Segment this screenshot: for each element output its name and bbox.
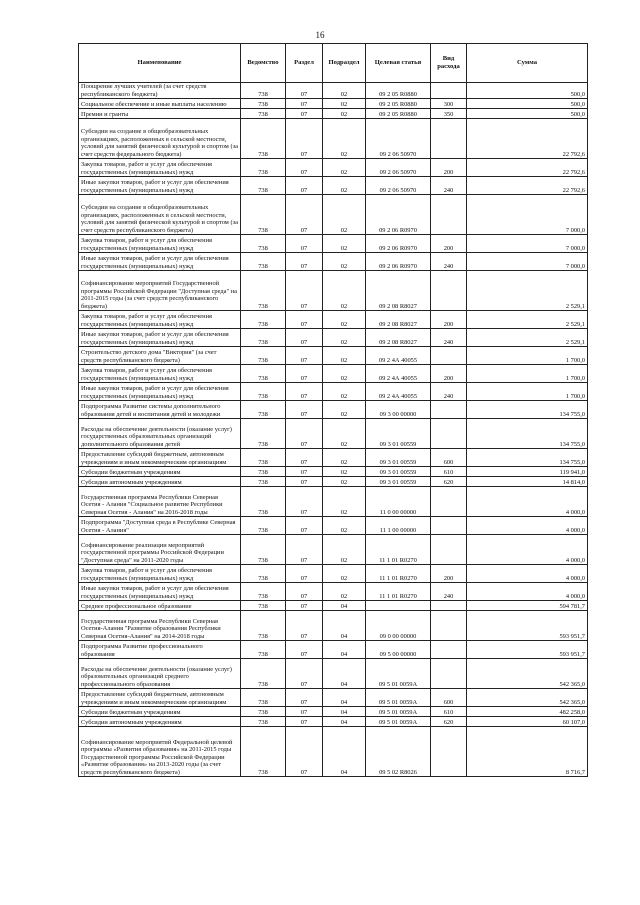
table-row (79, 311, 588, 329)
cell-target-item (366, 601, 431, 611)
cell-subsection: 02 (323, 583, 366, 601)
cell-sum: 119 941,0 (467, 467, 588, 477)
cell-sum: 22 792,6 (467, 159, 588, 177)
cell-subsection: 02 (323, 119, 366, 159)
cell-target-item: 09 5 01 0059А (366, 707, 431, 717)
cell-subsection: 02 (323, 177, 366, 195)
cell-subsection: 02 (323, 253, 366, 271)
cell-subsection: 02 (323, 565, 366, 583)
cell-expense-type: 350 (431, 109, 467, 119)
header-target-item: Целевая статья (366, 44, 431, 83)
table-row (79, 689, 588, 707)
table-row (79, 477, 588, 487)
cell-target-item: 11 1 01 R0270 (366, 565, 431, 583)
cell-subsection: 02 (323, 383, 366, 401)
cell-sum: 4 000,0 (467, 517, 588, 535)
cell-target-item: 09 2 06 50970 (366, 159, 431, 177)
cell-sum: 500,0 (467, 109, 588, 119)
cell-target-item: 09 5 00 00000 (366, 641, 431, 659)
cell-subsection: 02 (323, 83, 366, 99)
cell-dept: 738 (241, 119, 286, 159)
cell-dept: 738 (241, 419, 286, 449)
table-row (79, 329, 588, 347)
cell-dept: 738 (241, 401, 286, 419)
cell-subsection: 04 (323, 659, 366, 689)
cell-dept: 738 (241, 99, 286, 109)
cell-target-item: 09 2 06 R0970 (366, 253, 431, 271)
table-row (79, 195, 588, 235)
cell-section: 07 (286, 659, 323, 689)
cell-name: Закупка товаров, работ и услуг для обеспечения государственных (муниципальных) нужд (79, 235, 241, 253)
cell-section: 07 (286, 347, 323, 365)
cell-target-item: 09 2 05 R0880 (366, 109, 431, 119)
cell-target-item: 09 3 01 00559 (366, 477, 431, 487)
cell-subsection: 02 (323, 347, 366, 365)
cell-dept: 738 (241, 109, 286, 119)
cell-section: 07 (286, 467, 323, 477)
cell-name: Социальное обеспечение и иные выплаты населению (79, 99, 241, 109)
cell-target-item: 11 1 00 00000 (366, 517, 431, 535)
header-sum: Сумма (467, 44, 588, 83)
cell-name: Поощрение лучших учителей (за счет средств республиканского бюджета) (79, 83, 241, 99)
cell-section: 07 (286, 535, 323, 565)
table-row (79, 565, 588, 583)
cell-expense-type: 600 (431, 449, 467, 467)
cell-target-item: 09 2 06 50970 (366, 177, 431, 195)
cell-expense-type (431, 401, 467, 419)
cell-section: 07 (286, 365, 323, 383)
cell-target-item: 09 5 01 0059А (366, 689, 431, 707)
cell-sum: 1 700,0 (467, 383, 588, 401)
cell-target-item: 09 2 4А 40055 (366, 347, 431, 365)
table-row (79, 535, 588, 565)
cell-subsection: 02 (323, 419, 366, 449)
table-row (79, 487, 588, 517)
cell-expense-type (431, 727, 467, 777)
cell-name: Субсидии бюджетным учреждениям (79, 707, 241, 717)
cell-dept: 738 (241, 83, 286, 99)
cell-sum: 542 365,0 (467, 689, 588, 707)
cell-section: 07 (286, 611, 323, 641)
table-row (79, 365, 588, 383)
cell-name: Закупка товаров, работ и услуг для обеспечения государственных (муниципальных) нужд (79, 565, 241, 583)
cell-section: 07 (286, 311, 323, 329)
cell-dept: 738 (241, 565, 286, 583)
cell-expense-type: 600 (431, 689, 467, 707)
cell-target-item: 09 2 06 R0970 (366, 235, 431, 253)
table-row (79, 727, 588, 777)
cell-expense-type: 200 (431, 159, 467, 177)
cell-dept: 738 (241, 329, 286, 347)
cell-name: Предоставление субсидий бюджетным, автономным учреждениям и иным некоммерческим организациям (79, 689, 241, 707)
cell-section: 07 (286, 109, 323, 119)
cell-sum: 593 951,7 (467, 611, 588, 641)
cell-section: 07 (286, 195, 323, 235)
table-body (79, 83, 588, 777)
cell-section: 07 (286, 119, 323, 159)
cell-name: Среднее профессиональное образование (79, 601, 241, 611)
cell-target-item: 11 0 00 00000 (366, 487, 431, 517)
cell-name: Подпрограмма Развитие системы дополнительного образования детей и воспитания детей и молодежи (79, 401, 241, 419)
cell-sum: 1 700,0 (467, 365, 588, 383)
cell-name: Софинансирование мероприятий Государственной программы Российской Федерации "Доступная среда" на 2011-2015 годы (за счет средств республиканского бюджета) (79, 271, 241, 311)
table-row (79, 467, 588, 477)
cell-dept: 738 (241, 517, 286, 535)
cell-section: 07 (286, 641, 323, 659)
cell-dept: 738 (241, 347, 286, 365)
cell-sum: 594 781,7 (467, 601, 588, 611)
cell-sum: 134 755,0 (467, 449, 588, 467)
cell-dept: 738 (241, 659, 286, 689)
cell-expense-type: 610 (431, 707, 467, 717)
header-dept: Ведомство (241, 44, 286, 83)
cell-expense-type (431, 83, 467, 99)
cell-dept: 738 (241, 487, 286, 517)
cell-name: Субсидии на создание в общеобразовательных организациях, расположенных в сельской местности, условий для занятий физической культурой и спортом (за счет средств республиканского бюджета) (79, 195, 241, 235)
cell-subsection: 02 (323, 311, 366, 329)
cell-sum: 22 792,6 (467, 119, 588, 159)
cell-sum: 542 365,0 (467, 659, 588, 689)
cell-name: Софинансирование реализации мероприятий государственной программы Российской Федерации "Доступная среда" на 2011-2020 годы (79, 535, 241, 565)
cell-target-item: 09 5 02 R8026 (366, 727, 431, 777)
table-row (79, 109, 588, 119)
cell-target-item: 09 2 08 R8027 (366, 311, 431, 329)
cell-sum: 2 529,1 (467, 329, 588, 347)
cell-target-item: 09 2 4А 40055 (366, 365, 431, 383)
cell-name: Субсидии на создание в общеобразовательных организациях, расположенных в сельской местности, условий для занятий физической культурой и спортом (за счет средств федерального бюджета) (79, 119, 241, 159)
cell-dept: 738 (241, 689, 286, 707)
cell-sum: 500,0 (467, 83, 588, 99)
cell-dept: 738 (241, 717, 286, 727)
cell-name: Подпрограмма Развитие профессионального образования (79, 641, 241, 659)
table-row (79, 99, 588, 109)
cell-dept: 738 (241, 177, 286, 195)
cell-target-item: 09 3 01 00559 (366, 467, 431, 477)
cell-name: Предоставление субсидий бюджетным, автономным учреждениям и иным некоммерческим организациям (79, 449, 241, 467)
cell-sum: 1 700,0 (467, 347, 588, 365)
cell-sum: 14 814,0 (467, 477, 588, 487)
table-row (79, 659, 588, 689)
cell-target-item: 09 3 00 00000 (366, 401, 431, 419)
cell-expense-type: 620 (431, 717, 467, 727)
cell-section: 07 (286, 83, 323, 99)
table-row (79, 177, 588, 195)
cell-sum: 60 107,0 (467, 717, 588, 727)
cell-expense-type: 240 (431, 329, 467, 347)
cell-name: Иные закупки товаров, работ и услуг для обеспечения государственных (муниципальных) нужд (79, 583, 241, 601)
cell-expense-type: 200 (431, 365, 467, 383)
cell-name: Иные закупки товаров, работ и услуг для обеспечения государственных (муниципальных) нужд (79, 177, 241, 195)
cell-section: 07 (286, 235, 323, 253)
cell-section: 07 (286, 601, 323, 611)
cell-target-item: 11 1 01 R0270 (366, 535, 431, 565)
table-row (79, 583, 588, 601)
cell-subsection: 02 (323, 329, 366, 347)
cell-target-item: 09 3 01 00559 (366, 449, 431, 467)
cell-target-item: 09 2 4А 40055 (366, 383, 431, 401)
cell-section: 07 (286, 271, 323, 311)
cell-target-item: 09 2 08 R8027 (366, 271, 431, 311)
cell-target-item: 09 2 06 50970 (366, 119, 431, 159)
cell-sum: 7 000,0 (467, 195, 588, 235)
cell-section: 07 (286, 383, 323, 401)
cell-dept: 738 (241, 477, 286, 487)
cell-sum: 4 000,0 (467, 535, 588, 565)
cell-expense-type (431, 271, 467, 311)
table-row (79, 383, 588, 401)
cell-name: Закупка товаров, работ и услуг для обеспечения государственных (муниципальных) нужд (79, 365, 241, 383)
cell-expense-type: 240 (431, 383, 467, 401)
cell-section: 07 (286, 517, 323, 535)
cell-section: 07 (286, 253, 323, 271)
cell-expense-type (431, 119, 467, 159)
cell-expense-type: 300 (431, 99, 467, 109)
table-row (79, 419, 588, 449)
cell-subsection: 04 (323, 707, 366, 717)
cell-section: 07 (286, 689, 323, 707)
cell-sum: 500,0 (467, 99, 588, 109)
cell-dept: 738 (241, 195, 286, 235)
cell-sum: 2 529,1 (467, 271, 588, 311)
cell-subsection: 02 (323, 517, 366, 535)
cell-subsection: 04 (323, 727, 366, 777)
cell-subsection: 04 (323, 689, 366, 707)
cell-dept: 738 (241, 601, 286, 611)
table-row (79, 641, 588, 659)
table-row (79, 449, 588, 467)
header-expense-type: Вид расхода (431, 44, 467, 83)
cell-sum: 4 000,0 (467, 565, 588, 583)
cell-dept: 738 (241, 311, 286, 329)
cell-name: Закупка товаров, работ и услуг для обеспечения государственных (муниципальных) нужд (79, 311, 241, 329)
cell-expense-type: 200 (431, 311, 467, 329)
cell-dept: 738 (241, 449, 286, 467)
cell-name: Субсидии бюджетным учреждениям (79, 467, 241, 477)
cell-section: 07 (286, 329, 323, 347)
cell-name: Государственная программа Республики Северная Осетия-Алания "Развитие образования Республики Северная Осетия-Алания" на 2014-2018 годы (79, 611, 241, 641)
table-row (79, 119, 588, 159)
cell-subsection: 02 (323, 449, 366, 467)
cell-name: Субсидии автономным учреждениям (79, 477, 241, 487)
cell-target-item: 09 0 00 00000 (366, 611, 431, 641)
header-subsection: Подраздел (323, 44, 366, 83)
cell-expense-type: 200 (431, 235, 467, 253)
cell-dept: 738 (241, 535, 286, 565)
table-row (79, 611, 588, 641)
cell-expense-type (431, 419, 467, 449)
cell-expense-type (431, 641, 467, 659)
cell-expense-type: 240 (431, 583, 467, 601)
cell-subsection: 02 (323, 477, 366, 487)
cell-target-item: 11 1 01 R0270 (366, 583, 431, 601)
cell-dept: 738 (241, 159, 286, 177)
cell-subsection: 02 (323, 159, 366, 177)
header-section: Раздел (286, 44, 323, 83)
cell-dept: 738 (241, 467, 286, 477)
table-row (79, 517, 588, 535)
table-row (79, 347, 588, 365)
cell-sum: 2 529,1 (467, 311, 588, 329)
cell-subsection: 02 (323, 365, 366, 383)
cell-name: Иные закупки товаров, работ и услуг для обеспечения государственных (муниципальных) нужд (79, 383, 241, 401)
cell-section: 07 (286, 477, 323, 487)
cell-expense-type: 610 (431, 467, 467, 477)
cell-dept: 738 (241, 383, 286, 401)
cell-name: Иные закупки товаров, работ и услуг для обеспечения государственных (муниципальных) нужд (79, 329, 241, 347)
cell-expense-type: 200 (431, 565, 467, 583)
table-row (79, 83, 588, 99)
cell-subsection: 02 (323, 195, 366, 235)
cell-name: Государственная программа Республики Северная Осетия - Алания "Социальное развитие Республики Северная Осетия - Алания" на 2016-2018 годы (79, 487, 241, 517)
cell-dept: 738 (241, 611, 286, 641)
cell-target-item: 09 5 01 0059А (366, 717, 431, 727)
page-number: 16 (315, 30, 325, 40)
cell-dept: 738 (241, 727, 286, 777)
table-row (79, 159, 588, 177)
cell-sum: 482 258,0 (467, 707, 588, 717)
table-row (79, 717, 588, 727)
cell-section: 07 (286, 717, 323, 727)
cell-subsection: 04 (323, 717, 366, 727)
cell-name: Закупка товаров, работ и услуг для обеспечения государственных (муниципальных) нужд (79, 159, 241, 177)
cell-subsection: 02 (323, 535, 366, 565)
cell-section: 07 (286, 177, 323, 195)
cell-target-item: 09 2 05 R0880 (366, 83, 431, 99)
cell-name: Строительство детского дома "Виктория" (за счет средств республиканского бюджета) (79, 347, 241, 365)
cell-section: 07 (286, 99, 323, 109)
cell-section: 07 (286, 565, 323, 583)
table-row (79, 707, 588, 717)
table-row (79, 601, 588, 611)
cell-section: 07 (286, 401, 323, 419)
cell-section: 07 (286, 727, 323, 777)
cell-sum: 134 755,0 (467, 419, 588, 449)
cell-sum: 134 755,0 (467, 401, 588, 419)
cell-dept: 738 (241, 253, 286, 271)
cell-expense-type: 620 (431, 477, 467, 487)
cell-subsection: 04 (323, 601, 366, 611)
table-header (79, 44, 588, 83)
header-name: Наименование (79, 44, 241, 83)
cell-dept: 738 (241, 365, 286, 383)
cell-expense-type (431, 195, 467, 235)
cell-subsection: 02 (323, 487, 366, 517)
cell-subsection: 02 (323, 235, 366, 253)
cell-expense-type (431, 347, 467, 365)
cell-expense-type (431, 535, 467, 565)
cell-target-item: 09 2 06 R0970 (366, 195, 431, 235)
cell-target-item: 09 3 01 00559 (366, 419, 431, 449)
table-row (79, 253, 588, 271)
table-row (79, 271, 588, 311)
cell-section: 07 (286, 583, 323, 601)
cell-name: Софинансирование мероприятий Федеральной целевой программы «Развития образования» на 2011-2015 годы Государственной программы Российской Федерации «Развитие образования» на 2013-2020 годы (за счет средств республиканского бюджета) (79, 727, 241, 777)
cell-sum: 7 000,0 (467, 235, 588, 253)
cell-subsection: 04 (323, 611, 366, 641)
cell-dept: 738 (241, 641, 286, 659)
table-row (79, 401, 588, 419)
cell-dept: 738 (241, 583, 286, 601)
cell-expense-type: 240 (431, 177, 467, 195)
cell-section: 07 (286, 449, 323, 467)
cell-dept: 738 (241, 707, 286, 717)
cell-name: Премии и гранты (79, 109, 241, 119)
cell-target-item: 09 2 08 R8027 (366, 329, 431, 347)
cell-target-item: 09 2 05 R0880 (366, 99, 431, 109)
cell-sum: 4 000,0 (467, 583, 588, 601)
cell-dept: 738 (241, 271, 286, 311)
cell-sum: 593 951,7 (467, 641, 588, 659)
cell-target-item: 09 5 01 0059А (366, 659, 431, 689)
cell-expense-type (431, 517, 467, 535)
cell-section: 07 (286, 707, 323, 717)
cell-name: Расходы на обеспечение деятельности (оказание услуг) государственных образовательных организаций дополнительного образования детей (79, 419, 241, 449)
header-row (79, 44, 588, 83)
cell-subsection: 02 (323, 271, 366, 311)
cell-subsection: 02 (323, 467, 366, 477)
cell-expense-type (431, 659, 467, 689)
cell-section: 07 (286, 487, 323, 517)
cell-name: Расходы на обеспечение деятельности (оказание услуг) образовательных организаций среднего профессионального образования (79, 659, 241, 689)
cell-name: Подпрограмма "Доступная среда в Республике Северная Осетия - Алания" (79, 517, 241, 535)
cell-subsection: 04 (323, 641, 366, 659)
cell-expense-type (431, 487, 467, 517)
cell-subsection: 02 (323, 401, 366, 419)
cell-dept: 738 (241, 235, 286, 253)
cell-sum: 7 000,0 (467, 253, 588, 271)
cell-expense-type (431, 601, 467, 611)
cell-name: Субсидии автономным учреждениям (79, 717, 241, 727)
cell-expense-type (431, 611, 467, 641)
cell-expense-type: 240 (431, 253, 467, 271)
cell-sum: 4 000,0 (467, 487, 588, 517)
cell-section: 07 (286, 419, 323, 449)
cell-subsection: 02 (323, 99, 366, 109)
cell-sum: 8 716,7 (467, 727, 588, 777)
table-row (79, 235, 588, 253)
budget-table (78, 43, 588, 777)
cell-section: 07 (286, 159, 323, 177)
cell-name: Иные закупки товаров, работ и услуг для обеспечения государственных (муниципальных) нужд (79, 253, 241, 271)
cell-sum: 22 792,6 (467, 177, 588, 195)
cell-subsection: 02 (323, 109, 366, 119)
